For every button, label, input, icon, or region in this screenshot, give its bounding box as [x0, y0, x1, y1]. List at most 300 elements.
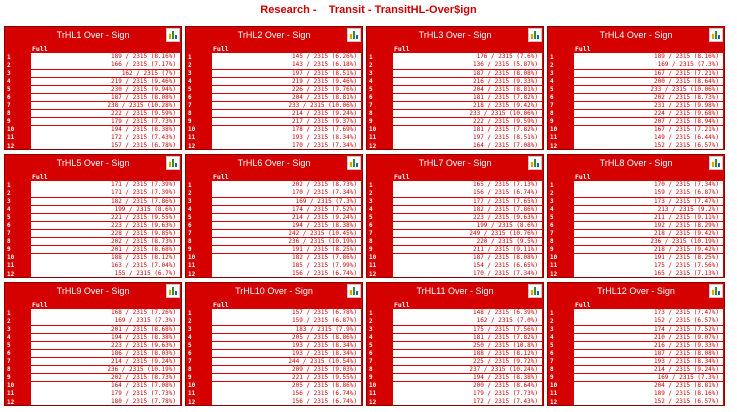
table-row	[5, 366, 181, 374]
row-number: 9	[7, 246, 11, 254]
table-row	[367, 110, 543, 118]
row-value: 165 / 2315 (7.13%)	[574, 270, 723, 277]
row-number: 5	[550, 85, 554, 93]
row-value: 222 / 2315 (9.59%)	[393, 118, 542, 125]
row-value: 179 / 2315 (7.73%)	[31, 118, 180, 125]
row-number: 5	[369, 341, 373, 349]
table-row	[5, 77, 181, 85]
row-value: 175 / 2315 (7.56%)	[393, 326, 542, 333]
row-number: 2	[369, 317, 373, 325]
table-row	[548, 238, 724, 246]
table-row	[548, 53, 724, 61]
panel-title: TrHL3 Over - Sign	[418, 30, 492, 40]
table-row	[186, 85, 362, 93]
row-number: 5	[7, 341, 11, 349]
table-row	[548, 230, 724, 238]
table-row	[367, 325, 543, 333]
column-header	[186, 173, 362, 181]
column-header	[5, 301, 181, 309]
table-row	[186, 317, 362, 325]
row-value: 225 / 2315 (9.72%)	[393, 358, 542, 365]
row-value: 175 / 2315 (7.56%)	[574, 262, 723, 269]
table-row	[548, 118, 724, 126]
row-value: 145 / 2315 (6.26%)	[212, 53, 361, 60]
row-number: 1	[188, 309, 192, 317]
table-row	[5, 85, 181, 93]
table-row	[548, 205, 724, 213]
row-value: 224 / 2315 (9.68%)	[574, 110, 723, 117]
row-value: 202 / 2315 (8.73%)	[212, 181, 361, 188]
chart-icon[interactable]	[347, 156, 361, 170]
table-row	[186, 110, 362, 118]
table-row	[186, 102, 362, 110]
row-value: 166 / 2315 (7.17%)	[31, 61, 180, 68]
table-row	[367, 69, 543, 77]
table-row	[548, 126, 724, 134]
table-row	[367, 341, 543, 349]
chart-icon[interactable]	[528, 284, 542, 298]
row-number: 1	[550, 181, 554, 189]
table-row	[367, 230, 543, 238]
chart-icon[interactable]	[709, 156, 723, 170]
row-value: 191 / 2315 (8.25%)	[574, 254, 723, 261]
row-number: 9	[550, 246, 554, 254]
row-value: 194 / 2315 (8.38%)	[212, 222, 361, 229]
table-row	[186, 77, 362, 85]
row-number: 12	[369, 270, 377, 278]
panel-trhl9	[4, 282, 182, 406]
row-value: 173 / 2315 (7.47%)	[574, 309, 723, 316]
table-row	[548, 390, 724, 398]
row-number: 7	[188, 358, 192, 366]
table-row	[5, 213, 181, 221]
chart-icon[interactable]	[166, 284, 180, 298]
table-row	[5, 53, 181, 61]
row-number: 10	[7, 382, 15, 390]
row-number: 8	[550, 110, 554, 118]
row-value: 194 / 2315 (8.38%)	[31, 126, 180, 133]
table-row	[548, 93, 724, 101]
row-value: 162 / 2315 (7.0%)	[393, 317, 542, 324]
row-value: 159 / 2315 (6.87%)	[212, 317, 361, 324]
row-number: 11	[7, 390, 15, 398]
row-value: 201 / 2315 (8.68%)	[31, 246, 180, 253]
row-number: 10	[369, 382, 377, 390]
table-row	[5, 325, 181, 333]
row-number: 9	[369, 118, 373, 126]
column-header-label: Full	[32, 173, 48, 181]
row-value: 221 / 2315 (9.55%)	[31, 214, 180, 221]
panel-title: TrHL2 Over - Sign	[237, 30, 311, 40]
column-header	[548, 173, 724, 181]
row-number: 6	[188, 94, 192, 102]
row-number: 10	[188, 126, 196, 134]
table-row	[548, 254, 724, 262]
row-number: 3	[7, 197, 11, 205]
table-row	[186, 142, 362, 150]
table-row	[186, 349, 362, 357]
row-value: 194 / 2315 (8.38%)	[31, 334, 180, 341]
data-rows	[186, 309, 362, 406]
table-row	[367, 358, 543, 366]
row-value: 152 / 2315 (6.57%)	[574, 142, 723, 149]
table-row	[5, 341, 181, 349]
table-row	[367, 197, 543, 205]
row-number: 3	[369, 197, 373, 205]
row-value: 149 / 2315 (6.44%)	[574, 134, 723, 141]
table-row	[367, 102, 543, 110]
row-number: 6	[188, 350, 192, 358]
row-value: 231 / 2315 (9.98%)	[574, 102, 723, 109]
table-row	[548, 317, 724, 325]
row-number: 1	[550, 309, 554, 317]
table-row	[548, 366, 724, 374]
row-value: 233 / 2315 (10.06%)	[212, 102, 361, 109]
table-row	[186, 358, 362, 366]
data-rows	[5, 53, 181, 150]
row-number: 7	[7, 358, 11, 366]
row-number: 4	[369, 205, 373, 213]
panel-grid	[4, 26, 732, 406]
table-row	[5, 254, 181, 262]
table-row	[5, 93, 181, 101]
row-value: 233 / 2315 (10.06%)	[393, 110, 542, 117]
row-value: 187 / 2315 (8.08%)	[393, 254, 542, 261]
row-value: 170 / 2315 (7.34%)	[574, 181, 723, 188]
panel-trhl5	[4, 154, 182, 278]
row-value: 223 / 2315 (9.63%)	[31, 342, 180, 349]
row-number: 11	[369, 134, 377, 142]
row-value: 193 / 2315 (8.34%)	[212, 350, 361, 357]
row-value: 216 / 2315 (9.33%)	[393, 78, 542, 85]
row-number: 4	[188, 333, 192, 341]
column-header	[548, 301, 724, 309]
table-row	[548, 142, 724, 150]
table-row	[186, 238, 362, 246]
row-number: 3	[550, 197, 554, 205]
panel-title: TrHL10 Over - Sign	[235, 286, 313, 296]
column-header	[367, 301, 543, 309]
panel-title: TrHL4 Over - Sign	[599, 30, 673, 40]
row-value: 213 / 2315 (9.2%)	[574, 206, 723, 213]
table-row	[367, 85, 543, 93]
table-row	[186, 398, 362, 406]
row-number: 7	[188, 102, 192, 110]
row-value: 157 / 2315 (6.78%)	[212, 309, 361, 316]
row-value: 167 / 2315 (7.21%)	[574, 70, 723, 77]
row-number: 7	[7, 102, 11, 110]
chart-icon[interactable]	[166, 28, 180, 42]
row-number: 8	[7, 366, 11, 374]
table-row	[367, 254, 543, 262]
table-row	[186, 262, 362, 270]
table-row	[186, 134, 362, 142]
table-row	[367, 309, 543, 317]
row-number: 2	[550, 61, 554, 69]
row-value: 193 / 2315 (8.34%)	[574, 358, 723, 365]
row-value: 223 / 2315 (9.63%)	[393, 214, 542, 221]
row-number: 12	[369, 398, 377, 406]
row-value: 182 / 2315 (7.86%)	[31, 198, 180, 205]
row-value: 156 / 2315 (6.74%)	[212, 270, 361, 277]
column-header-label: Full	[575, 173, 591, 181]
chart-icon[interactable]	[709, 28, 723, 42]
column-header	[367, 173, 543, 181]
row-value: 204 / 2315 (8.81%)	[574, 382, 723, 389]
row-value: 187 / 2315 (8.08%)	[393, 70, 542, 77]
table-row	[186, 382, 362, 390]
row-number: 3	[550, 69, 554, 77]
table-row	[367, 77, 543, 85]
table-row	[367, 189, 543, 197]
column-header-label: Full	[394, 45, 410, 53]
row-number: 10	[7, 254, 15, 262]
row-number: 8	[550, 238, 554, 246]
chart-icon[interactable]	[709, 284, 723, 298]
row-number: 12	[369, 142, 377, 150]
row-number: 4	[7, 333, 11, 341]
row-number: 5	[188, 213, 192, 221]
row-value: 171 / 2315 (7.39%)	[31, 189, 180, 196]
row-number: 12	[188, 270, 196, 278]
row-number: 8	[188, 110, 192, 118]
row-value: 171 / 2315 (7.39%)	[31, 181, 180, 188]
data-rows	[548, 53, 724, 150]
row-value: 223 / 2315 (9.63%)	[31, 222, 180, 229]
row-value: 237 / 2315 (10.24%)	[393, 366, 542, 373]
row-number: 2	[369, 189, 373, 197]
row-value: 174 / 2315 (7.52%)	[574, 326, 723, 333]
data-rows	[5, 181, 181, 278]
row-value: 183 / 2315 (7.9%)	[212, 326, 361, 333]
table-row	[186, 221, 362, 229]
chart-icon[interactable]	[166, 156, 180, 170]
table-row	[186, 366, 362, 374]
row-value: 162 / 2315 (7%)	[31, 70, 180, 77]
table-row	[5, 246, 181, 254]
table-row	[367, 142, 543, 150]
row-number: 10	[550, 126, 558, 134]
row-number: 6	[188, 222, 192, 230]
row-value: 217 / 2315 (9.37%)	[212, 118, 361, 125]
row-value: 179 / 2315 (7.73%)	[31, 390, 180, 397]
row-number: 9	[7, 374, 11, 382]
column-header	[5, 45, 181, 53]
row-number: 8	[369, 110, 373, 118]
row-number: 7	[7, 230, 11, 238]
row-number: 6	[7, 94, 11, 102]
column-header	[186, 301, 362, 309]
row-number: 7	[369, 230, 373, 238]
row-number: 1	[550, 53, 554, 61]
table-row	[5, 61, 181, 69]
row-number: 5	[188, 341, 192, 349]
table-row	[548, 341, 724, 349]
row-number: 9	[369, 246, 373, 254]
row-number: 11	[369, 390, 377, 398]
column-header-label: Full	[32, 301, 48, 309]
table-row	[186, 325, 362, 333]
table-row	[186, 390, 362, 398]
table-row	[548, 246, 724, 254]
table-row	[548, 382, 724, 390]
row-value: 189 / 2315 (8.16%)	[574, 390, 723, 397]
row-value: 173 / 2315 (7.47%)	[574, 198, 723, 205]
row-value: 170 / 2315 (7.34%)	[393, 270, 542, 277]
row-number: 11	[369, 262, 377, 270]
row-value: 218 / 2315 (9.42%)	[393, 102, 542, 109]
row-value: 156 / 2315 (6.74%)	[212, 398, 361, 405]
row-number: 11	[188, 262, 196, 270]
table-row	[548, 358, 724, 366]
row-value: 199 / 2315 (8.6%)	[31, 206, 180, 213]
row-number: 12	[550, 270, 558, 278]
row-number: 3	[188, 325, 192, 333]
table-row	[367, 333, 543, 341]
row-number: 10	[369, 126, 377, 134]
row-number: 5	[550, 341, 554, 349]
table-row	[186, 61, 362, 69]
column-header	[186, 45, 362, 53]
row-number: 12	[7, 398, 15, 406]
row-number: 12	[550, 142, 558, 150]
row-value: 197 / 2315 (8.51%)	[212, 70, 361, 77]
chart-icon[interactable]	[347, 284, 361, 298]
chart-icon[interactable]	[528, 156, 542, 170]
table-row	[367, 382, 543, 390]
table-row	[5, 189, 181, 197]
table-row	[5, 221, 181, 229]
panel-trhl8	[547, 154, 725, 278]
row-value: 244 / 2315 (10.54%)	[212, 358, 361, 365]
row-number: 12	[188, 142, 196, 150]
row-number: 5	[369, 85, 373, 93]
table-row	[367, 205, 543, 213]
panel-trhl7	[366, 154, 544, 278]
row-number: 3	[7, 69, 11, 77]
row-value: 193 / 2315 (8.34%)	[212, 342, 361, 349]
row-value: 194 / 2315 (8.38%)	[393, 374, 542, 381]
row-value: 189 / 2315 (8.16%)	[574, 53, 723, 60]
table-row	[5, 333, 181, 341]
row-number: 12	[7, 142, 15, 150]
table-row	[367, 118, 543, 126]
row-value: 154 / 2315 (6.65%)	[393, 262, 542, 269]
row-value: 188 / 2315 (8.12%)	[31, 254, 180, 261]
table-row	[5, 126, 181, 134]
column-header-label: Full	[213, 173, 229, 181]
data-rows	[186, 53, 362, 150]
table-row	[186, 93, 362, 101]
row-value: 187 / 2315 (8.08%)	[574, 350, 723, 357]
table-row	[5, 262, 181, 270]
row-value: 226 / 2315 (9.76%)	[212, 86, 361, 93]
row-number: 4	[188, 205, 192, 213]
panel-trhl1	[4, 26, 182, 150]
row-value: 230 / 2315 (9.94%)	[31, 86, 180, 93]
row-value: 205 / 2315 (8.86%)	[212, 334, 361, 341]
row-number: 8	[7, 238, 11, 246]
row-value: 172 / 2315 (7.43%)	[393, 398, 542, 405]
table-row	[548, 398, 724, 406]
panel-trhl2	[185, 26, 363, 150]
table-row	[548, 69, 724, 77]
row-value: 219 / 2315 (9.46%)	[212, 78, 361, 85]
table-row	[367, 262, 543, 270]
row-value: 220 / 2315 (9.5%)	[393, 238, 542, 245]
row-number: 5	[188, 85, 192, 93]
panel-trhl10	[185, 282, 363, 406]
row-value: 216 / 2315 (9.33%)	[574, 342, 723, 349]
row-value: 201 / 2315 (8.68%)	[31, 326, 180, 333]
row-value: 221 / 2315 (9.55%)	[212, 374, 361, 381]
chart-icon[interactable]	[528, 28, 542, 42]
table-row	[367, 317, 543, 325]
row-number: 6	[369, 350, 373, 358]
row-number: 1	[188, 53, 192, 61]
row-value: 214 / 2315 (9.24%)	[212, 110, 361, 117]
table-row	[5, 118, 181, 126]
row-value: 193 / 2315 (8.34%)	[212, 134, 361, 141]
row-value: 185 / 2315 (7.99%)	[212, 262, 361, 269]
row-value: 179 / 2315 (7.73%)	[393, 390, 542, 397]
table-row	[548, 134, 724, 142]
table-row	[5, 181, 181, 189]
row-number: 12	[550, 398, 558, 406]
row-number: 10	[550, 254, 558, 262]
row-value: 202 / 2315 (8.73%)	[31, 238, 180, 245]
panel-title: TrHL8 Over - Sign	[599, 158, 673, 168]
row-number: 2	[550, 317, 554, 325]
table-row	[548, 189, 724, 197]
table-row	[548, 61, 724, 69]
table-row	[548, 197, 724, 205]
data-rows	[367, 309, 543, 406]
row-value: 155 / 2315 (6.7%)	[31, 270, 180, 277]
row-number: 3	[369, 69, 373, 77]
row-value: 214 / 2315 (9.24%)	[212, 214, 361, 221]
row-number: 8	[550, 366, 554, 374]
row-value: 181 / 2315 (7.82%)	[393, 126, 542, 133]
chart-icon[interactable]	[347, 28, 361, 42]
row-number: 2	[188, 189, 192, 197]
table-row	[186, 246, 362, 254]
row-number: 7	[369, 358, 373, 366]
row-value: 152 / 2315 (6.57%)	[574, 317, 723, 324]
row-value: 169 / 2315 (7.3%)	[212, 198, 361, 205]
table-row	[367, 93, 543, 101]
row-number: 4	[369, 333, 373, 341]
panel-trhl4	[547, 26, 725, 150]
row-value: 168 / 2315 (7.26%)	[31, 309, 180, 316]
panel-trhl3	[366, 26, 544, 150]
row-value: 170 / 2315 (7.34%)	[212, 142, 361, 149]
table-row	[5, 134, 181, 142]
row-number: 3	[7, 325, 11, 333]
table-row	[548, 349, 724, 357]
row-number: 8	[188, 366, 192, 374]
row-number: 11	[188, 390, 196, 398]
row-number: 2	[188, 61, 192, 69]
row-number: 10	[550, 382, 558, 390]
panel-title: TrHL12 Over - Sign	[597, 286, 675, 296]
table-row	[5, 110, 181, 118]
table-row	[186, 181, 362, 189]
row-value: 136 / 2315 (5.87%)	[393, 61, 542, 68]
table-row	[5, 102, 181, 110]
row-number: 6	[369, 94, 373, 102]
row-value: 238 / 2315 (10.28%)	[31, 102, 180, 109]
